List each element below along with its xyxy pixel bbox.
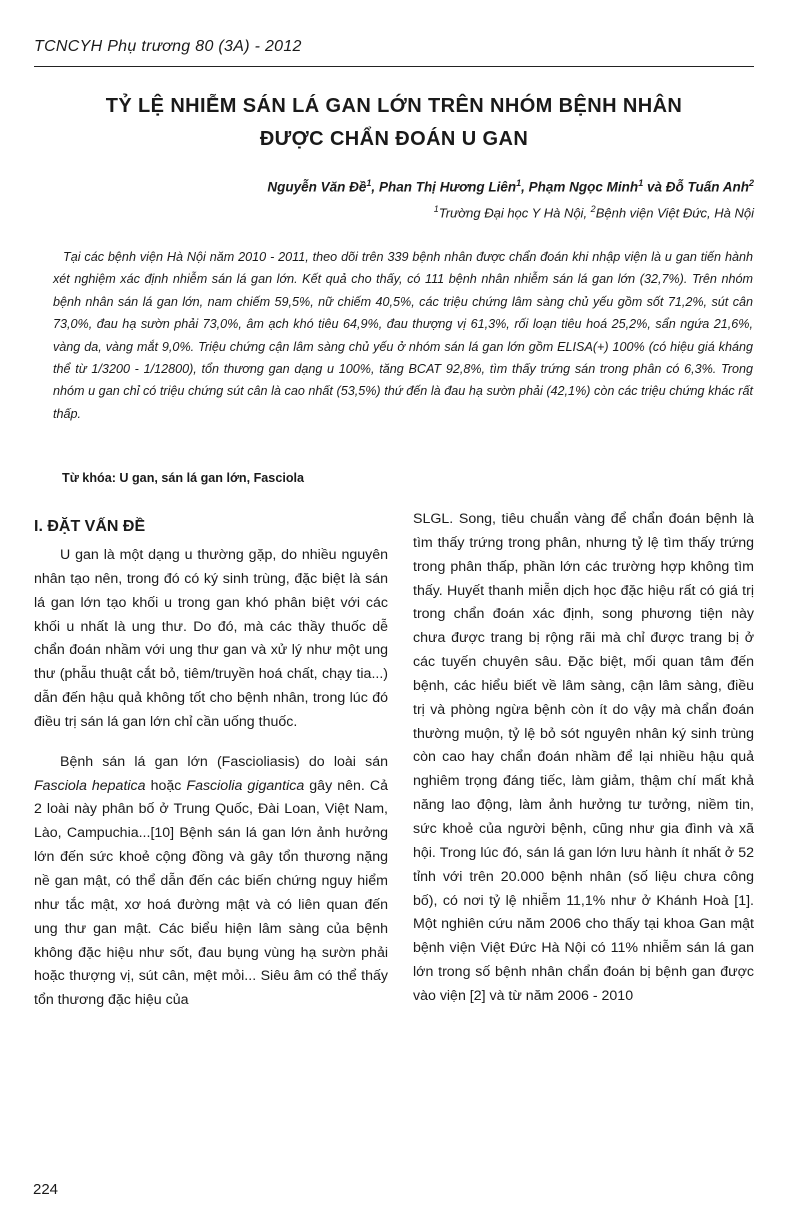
left-column — [34, 508, 388, 1013]
species-name: Fasciola hepatica — [34, 777, 146, 794]
article-title — [34, 90, 754, 156]
author-3-affil-mark: 1 — [638, 178, 644, 188]
author-2: Phan Thị Hương Liên — [378, 179, 517, 195]
text-run: gây nên. Cả 2 loài này phân bố ở Trung Quốc, Đài Loan, Việt Nam, Lào, Campuchia...[10] Bệnh sán lá gan lớn ảnh hưởng lớn đến sức khoẻ cộng đồng và gây tổn thương nặng nề gan mật, có thể dẫn đến các biến chứng nguy hiểm như tắc mật, xơ hoá đường mật và có liên quan đến ung thư gan mật. Các biểu hiện lâm sàng của bệnh không đặc hiệu như sốt, đau bụng vùng hạ sườn phải hoặc thượng vị, sút cân, mệt mỏi... Siêu âm có thể thấy tổn thương đặc hiệu của — [34, 777, 389, 1009]
affiliations — [54, 204, 754, 220]
keywords: Từ khóa: U gan, sán lá gan lớn, Fasciola — [62, 471, 305, 485]
author-conjunction: và — [643, 179, 666, 195]
paragraph: SLGL. Song, tiêu chuẩn vàng để chẩn đoán bệnh là tìm thấy trứng trong phân, nhưng tỷ lệ tìm thấy trứng trong phân thấp, phần lớn các trường hợp không tìm thấy. Huyết thanh miễn dịch học đặc hiệu rất có giá trị trong chẩn đoán xác định, song phương tiện này chưa được trang bị rộng rãi mà chỉ được trang bị ở các tuyến chuyên sâu. Đặc biệt, mối quan tâm đến bệnh, các hiểu biết về lâm sàng, cận lâm sàng, điều trị và phòng ngừa bệnh còn ít do vậy mà chẩn đoán thường muộn, tỷ lệ bỏ sót nguyên nhân ký sinh trùng còn cao hay chẩn đoán nhầm để lại nhiều hậu quả nghiêm trọng đáng tiếc, làm giảm, thậm chí mất khả năng lao động, làm ảnh hưởng tư tưởng, niềm tin, sức khoẻ của người bệnh, cũng như gia đình và xã hội. Trong lúc đó, sán lá gan lớn lưu hành ít nhất ở 52 tỉnh với trên 20.000 bệnh nhân (số liệu chưa công bố), có nơi tỷ lệ nhiễm 11,1% như ở Khánh Hoà [1]. Một nghiên cứu năm 2006 cho thấy tại khoa Gan mật bệnh viện Việt Đức Hà Nội có 11% nhiễm sán lá gan lớn trong số bệnh nhân chẩn đoán bị bệnh gan được vào viện [2] và từ năm 2006 - 2010 — [413, 511, 754, 1004]
author-4-affil-mark: 2 — [748, 178, 754, 188]
paragraph: U gan là một dạng u thường gặp, do nhiều nguyên nhân tạo nên, trong đó có ký sinh trùng, đặc biệt là sán lá gan lớn tạo khối u trong gan khó phân biệt với các khối u nhất là ung thư. Do đó, mà các thầy thuốc dễ chẩn đoán nhầm với ung thư gan và xử lý như một ung thư (phẫu thuật cắt bỏ, tiêm/truyền hoá chất, chạy tia...) dẫn đến hậu quả không tốt cho bệnh nhân, trong lúc đó điều trị sán lá gan lớn chỉ cần uống thuốc. — [34, 547, 388, 730]
title-line-2: ĐƯỢC CHẨN ĐOÁN U GAN — [259, 128, 529, 150]
author-separator: , — [371, 179, 379, 195]
journal-header: TCNCYH Phụ trương 80 (3A) - 2012 — [34, 38, 302, 55]
right-column — [413, 508, 754, 1009]
author-1: Nguyễn Văn Đề — [267, 179, 367, 195]
author-separator: , — [521, 179, 529, 195]
text-run: Bệnh sán lá gan lớn (Fascioliasis) do loài sán — [60, 753, 388, 770]
species-name: Fasciolia gigantica — [186, 777, 305, 794]
affil-1-mark: 1 — [433, 204, 439, 214]
header-rule — [34, 66, 754, 67]
author-3: Phạm Ngọc Minh — [528, 179, 639, 195]
author-4: Đỗ Tuấn Anh — [665, 179, 749, 195]
title-line-1: TỶ LỆ NHIỄM SÁN LÁ GAN LỚN TRÊN NHÓM BỆNH NHÂN — [105, 95, 683, 117]
author-1-affil-mark: 1 — [366, 178, 372, 188]
text-run: hoặc — [145, 777, 187, 794]
affil-2-mark: 2 — [590, 204, 596, 214]
affil-2: Bệnh viện Việt Đức, Hà Nội — [595, 205, 754, 221]
author-list — [54, 178, 754, 195]
affil-1: Trường Đại học Y Hà Nội, — [438, 205, 591, 221]
abstract: Tại các bệnh viện Hà Nội năm 2010 - 2011, theo dõi trên 339 bệnh nhân được chẩn đoán khi nhập viện là u gan tiến hành xét nghiệm xác định nhiễm sán lá gan lớn. Kết quả cho thấy, có 111 bệnh nhân nhiễm sán lá gan lớn (32,7%). Trên nhóm bệnh nhân sán lá gan lớn, nam chiếm 59,5%, nữ chiếm 40,5%, các triệu chứng lâm sàng chủ yếu gồm sốt 71,2%, sút cân 73,0%, đau hạ sườn phải 73,0%, âm ạch khó tiêu 64,9%, đau thượng vị 61,3%, rối loạn tiêu hoá 25,2%, sẩn ngứa 21,6%, vàng da, vàng mắt 9,0%. Triệu chứng cận lâm sàng chủ yếu ở nhóm sán lá gan lớn gồm ELISA(+) 100% (có hiệu giá kháng thể từ 1/3200 - 1/12800), tổn thương gan dạng u 100%, tăng BCAT 92,8%, tìm thấy trứng sán trong phân có 6,3%. Trong nhóm u gan chỉ có triệu chứng sút cân là cao nhất (53,5%) thứ đến là đau hạ sườn phải (42,1%) còn các triệu chứng khác rất thấp. — [53, 250, 753, 421]
section-heading: I. ĐẶT VẤN ĐỀ — [34, 518, 146, 535]
author-2-affil-mark: 1 — [516, 178, 522, 188]
paragraph — [34, 751, 388, 1013]
page-number: 224 — [33, 1181, 59, 1198]
